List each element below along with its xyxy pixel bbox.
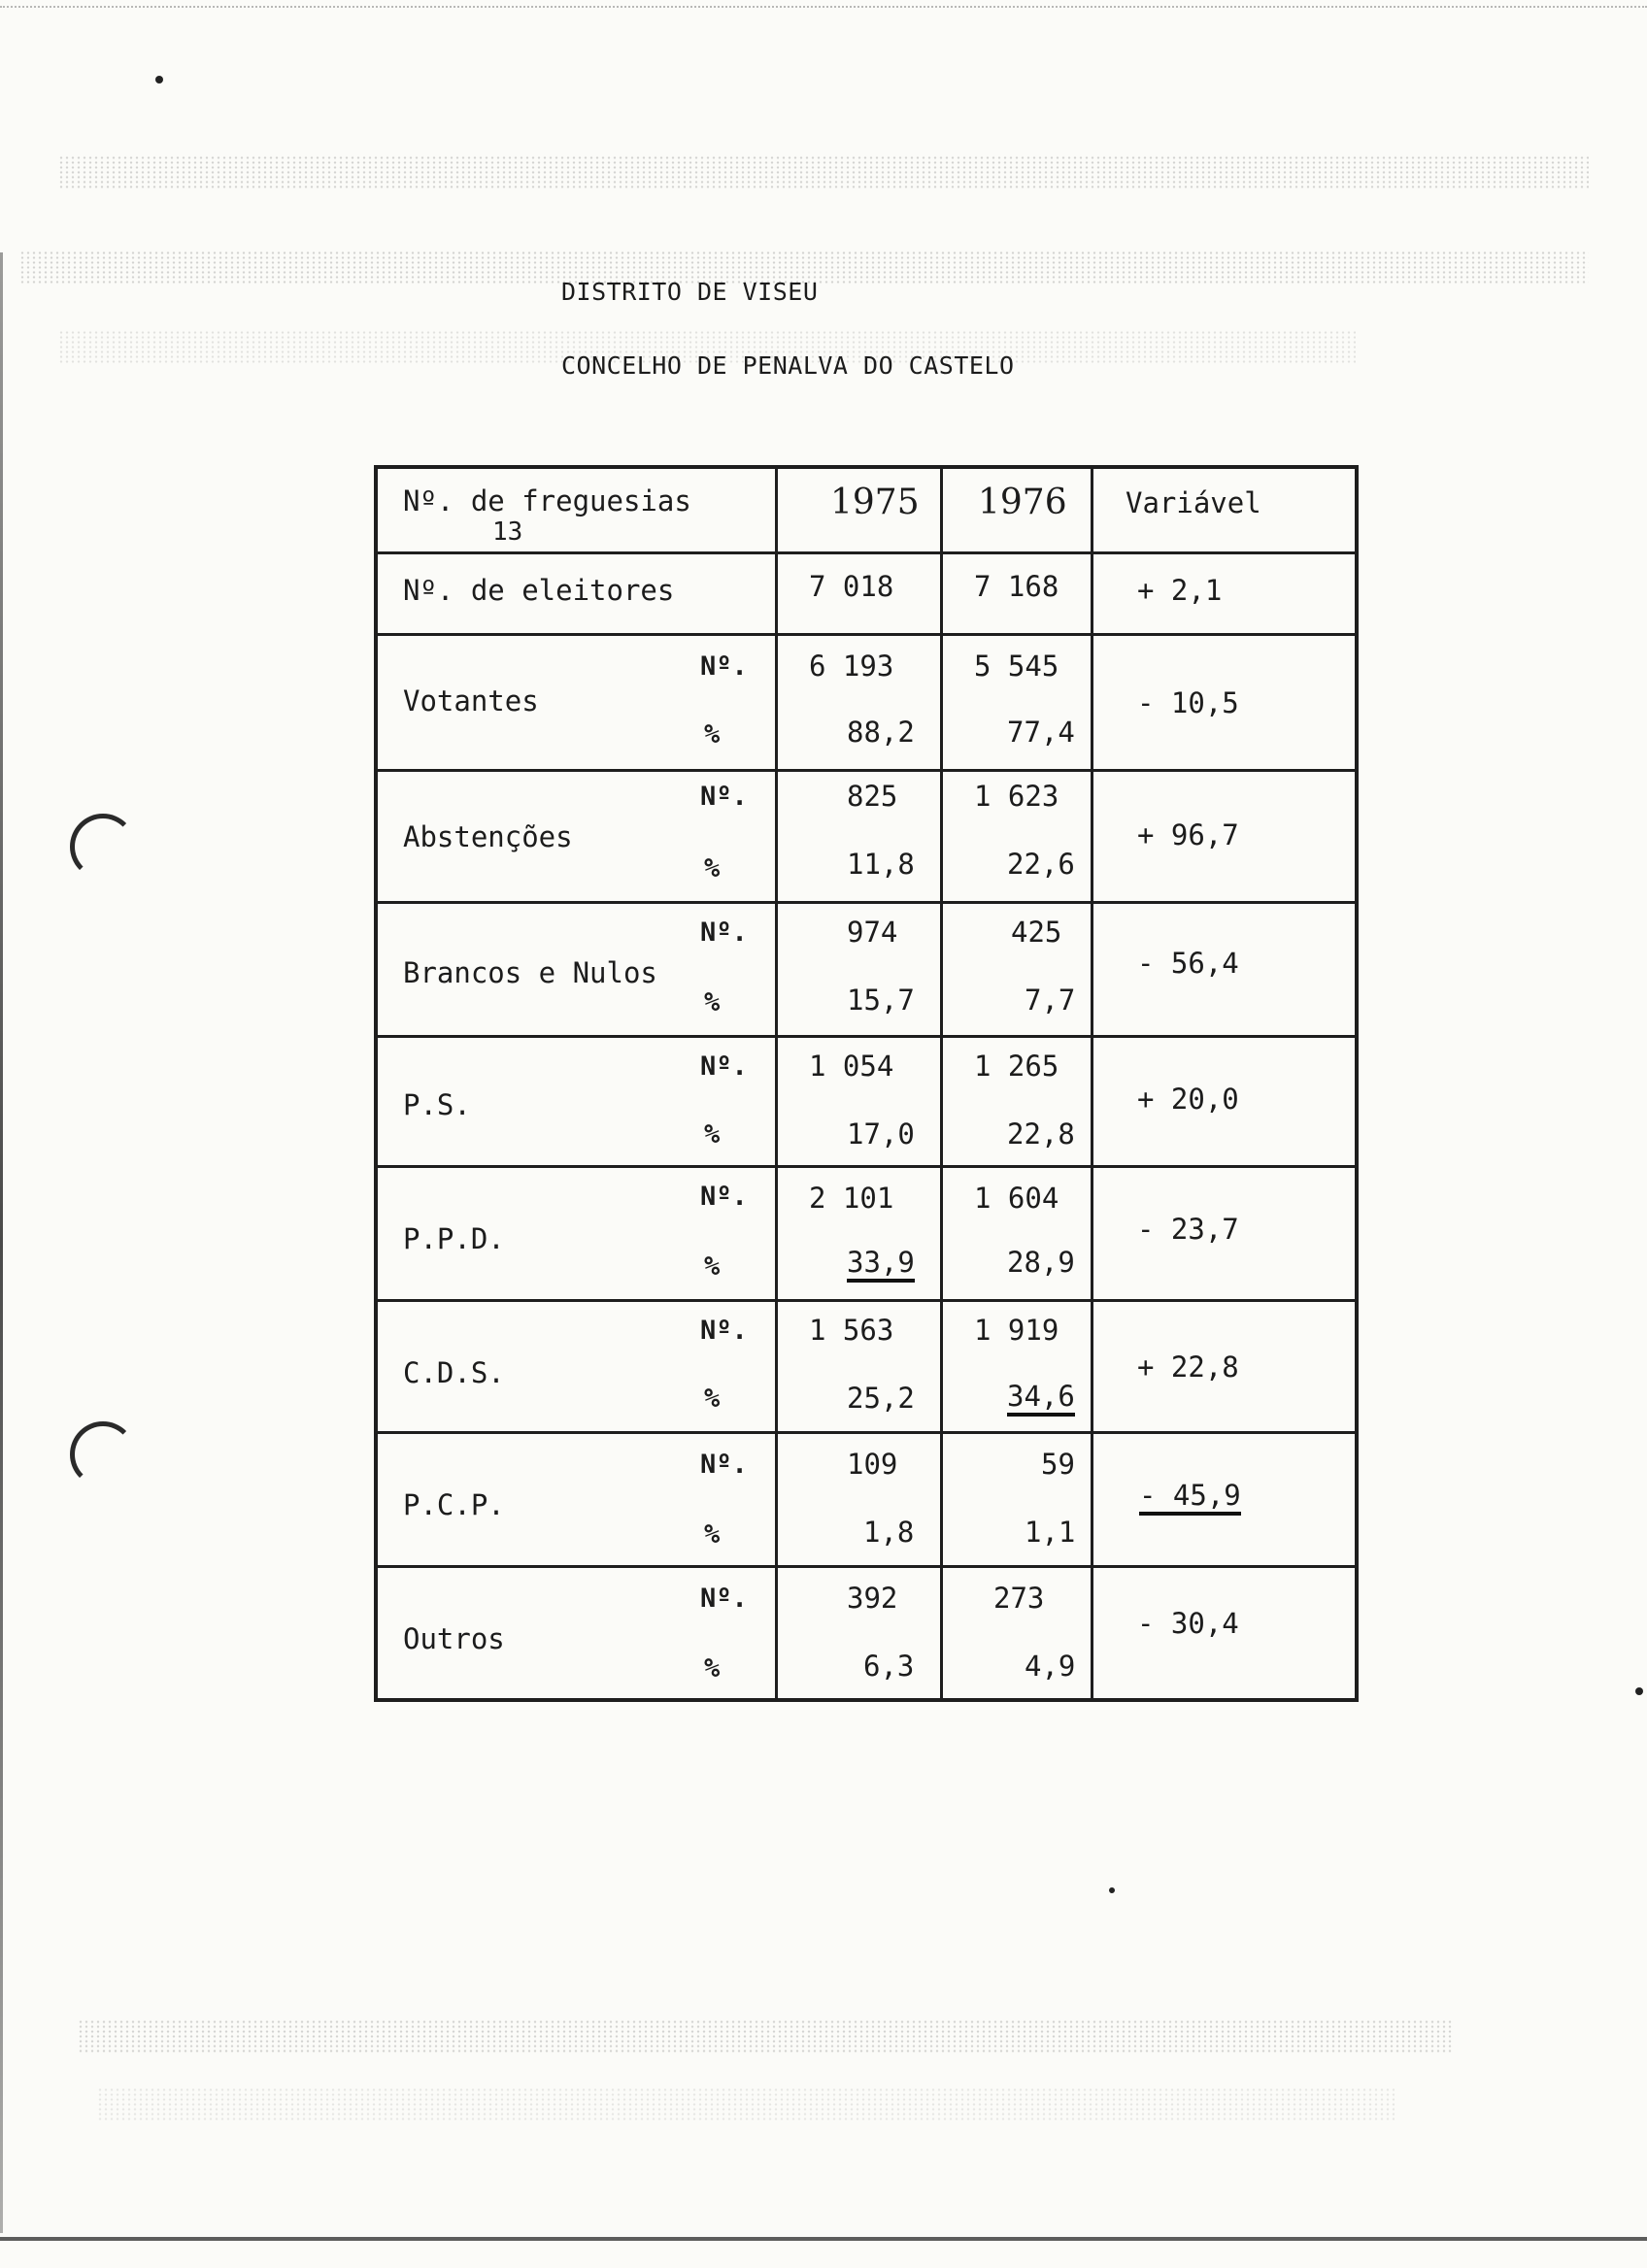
punch-hole-icon (70, 1421, 136, 1487)
count-sublabel: Nº. (700, 917, 748, 948)
percent-1975: 1,8 (863, 1516, 915, 1549)
parishes-count: 13 (492, 517, 523, 547)
percent-1975: 15,7 (847, 984, 915, 1017)
year-1976-header: 1976 (978, 483, 1067, 522)
row-label: Brancos e Nulos (403, 956, 657, 989)
count-1976: 5 545 (974, 650, 1059, 683)
value-1976: 7 168 (974, 570, 1059, 603)
percent-1975: 17,0 (847, 1117, 915, 1151)
change-value: + 2,1 (1137, 574, 1223, 607)
percent-1975: 11,8 (847, 848, 915, 881)
scan-bottom-edge (0, 2237, 1647, 2241)
table-row (378, 1302, 1355, 1434)
row-label: Nº. de eleitores (403, 574, 675, 607)
count-1975: 1 563 (809, 1314, 894, 1347)
count-1975: 1 054 (809, 1050, 894, 1083)
percent-1976: 77,4 (1007, 716, 1075, 749)
ink-speck (1109, 1887, 1115, 1893)
parishes-label: Nº. de freguesias (403, 484, 691, 517)
percent-1976: 7,7 (1025, 984, 1076, 1017)
row-label: P.P.D. (403, 1222, 505, 1255)
value-1975: 7 018 (809, 570, 894, 603)
percent-sublabel: % (704, 1653, 721, 1684)
change-header: Variável (1126, 486, 1261, 519)
table-row-electors (378, 554, 1355, 636)
punch-hole-icon (70, 814, 136, 880)
count-1975: 392 (847, 1582, 898, 1615)
change-value: - 56,4 (1137, 947, 1239, 980)
table-row (378, 1168, 1355, 1302)
scan-noise-band (78, 2019, 1453, 2052)
count-1976: 1 919 (974, 1314, 1059, 1347)
year-1975-header: 1975 (830, 483, 920, 522)
table-row (378, 772, 1355, 904)
count-sublabel: Nº. (700, 1584, 748, 1614)
scan-left-edge (0, 252, 3, 2233)
scan-top-edge (0, 6, 1647, 10)
district-heading: DISTRITO DE VISEU (561, 278, 819, 306)
count-1976: 1 604 (974, 1182, 1059, 1215)
count-1975: 6 193 (809, 650, 894, 683)
count-1976: 425 (1011, 916, 1062, 949)
percent-1976: 22,8 (1007, 1117, 1075, 1151)
table-row (378, 1038, 1355, 1168)
election-results-table (374, 465, 1359, 1702)
table-row (378, 1434, 1355, 1568)
percent-sublabel: % (704, 853, 721, 884)
percent-1976: 1,1 (1025, 1516, 1076, 1549)
count-sublabel: Nº. (700, 1182, 748, 1212)
percent-1975: 88,2 (847, 716, 915, 749)
scan-noise-band (97, 2087, 1395, 2120)
count-sublabel: Nº. (700, 1450, 748, 1480)
count-sublabel: Nº. (700, 782, 748, 812)
change-value: - 30,4 (1137, 1607, 1239, 1640)
percent-sublabel: % (704, 1119, 721, 1150)
row-label: P.C.P. (403, 1488, 505, 1521)
ink-speck (1635, 1687, 1643, 1695)
percent-sublabel: % (704, 987, 721, 1017)
table-row (378, 636, 1355, 772)
change-value: - 10,5 (1137, 686, 1239, 719)
count-sublabel: Nº. (700, 1051, 748, 1082)
scan-noise-band (58, 155, 1589, 188)
row-label: Votantes (403, 684, 539, 717)
change-value-underlined: - 45,9 (1139, 1479, 1241, 1516)
percent-sublabel: % (704, 1251, 721, 1282)
row-label: C.D.S. (403, 1356, 505, 1389)
percent-1976: 28,9 (1007, 1246, 1075, 1279)
percent-1975-underlined: 33,9 (847, 1246, 915, 1283)
percent-1976: 22,6 (1007, 848, 1075, 881)
count-1975: 2 101 (809, 1182, 894, 1215)
count-1975: 974 (847, 916, 898, 949)
percent-1976-underlined: 34,6 (1007, 1380, 1075, 1417)
municipality-heading: CONCELHO DE PENALVA DO CASTELO (561, 351, 1015, 380)
count-1976: 273 (993, 1582, 1045, 1615)
percent-1975: 6,3 (863, 1650, 915, 1683)
count-sublabel: Nº. (700, 1316, 748, 1346)
change-value: + 20,0 (1137, 1083, 1239, 1116)
table-row (378, 1568, 1355, 1702)
percent-sublabel: % (704, 1519, 721, 1550)
percent-1975: 25,2 (847, 1382, 915, 1415)
ink-speck (155, 76, 163, 83)
count-1975: 825 (847, 780, 898, 813)
table-row (378, 904, 1355, 1038)
change-value: - 23,7 (1137, 1213, 1239, 1246)
count-1976: 1 623 (974, 780, 1059, 813)
row-label: Abstenções (403, 820, 573, 853)
percent-sublabel: % (704, 719, 721, 750)
table-header-row (378, 469, 1355, 554)
count-1975: 109 (847, 1448, 898, 1481)
percent-sublabel: % (704, 1384, 721, 1414)
count-1976: 59 (1041, 1448, 1075, 1481)
row-label: P.S. (403, 1088, 471, 1121)
count-1976: 1 265 (974, 1050, 1059, 1083)
count-sublabel: Nº. (700, 651, 748, 682)
percent-1976: 4,9 (1025, 1650, 1076, 1683)
row-label: Outros (403, 1622, 505, 1655)
change-value: + 22,8 (1137, 1351, 1239, 1384)
change-value: + 96,7 (1137, 818, 1239, 851)
